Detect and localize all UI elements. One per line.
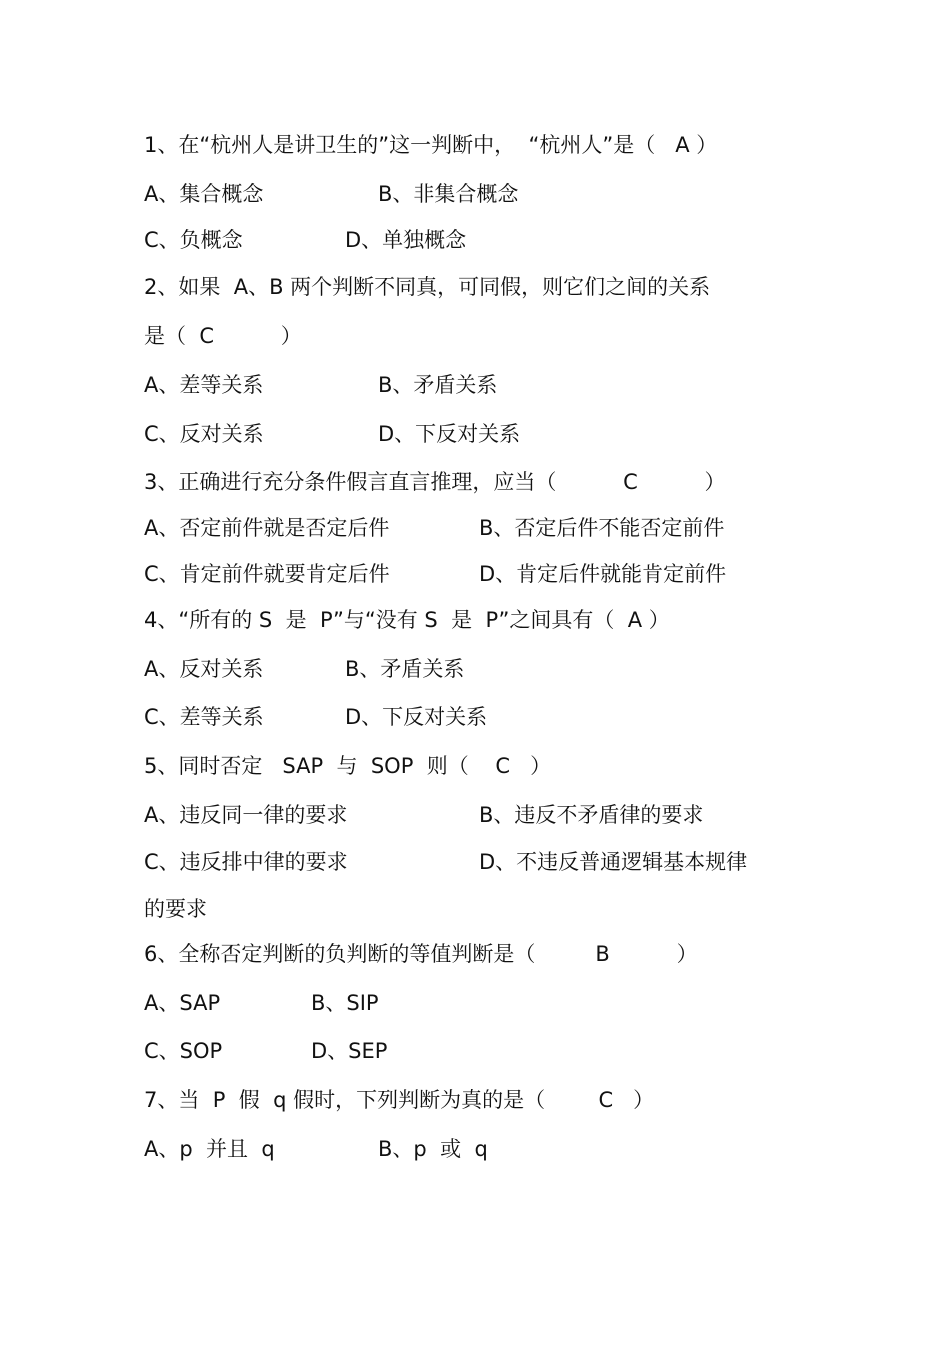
- question-4-stem: 4、“所有的 S 是 P”与“没有 S 是 P”之间具有（ A ）: [144, 608, 670, 632]
- question-2-stem-continued: 是（ C ）: [144, 324, 302, 348]
- question-5-stem: 5、同时否定 SAP 与 SOP 则（ C ）: [144, 754, 552, 778]
- question-3-option-b: B、否定后件不能否定前件: [479, 516, 725, 540]
- question-5-option-c: C、违反排中律的要求: [144, 850, 348, 874]
- question-1-option-a: A、集合概念: [144, 182, 264, 206]
- question-6-option-b: B、SIP: [311, 991, 379, 1015]
- question-3-option-c: C、肯定前件就要肯定后件: [144, 562, 390, 586]
- question-7-option-b: B、p 或 q: [378, 1137, 488, 1161]
- question-7-option-a: A、p 并且 q: [144, 1137, 275, 1161]
- question-3-option-a: A、否定前件就是否定后件: [144, 516, 390, 540]
- question-1-stem: 1、在“杭州人是讲卫生的”这一判断中， “杭州人”是（ A ）: [144, 133, 718, 157]
- question-2-option-d: D、下反对关系: [378, 422, 521, 446]
- question-2-option-b: B、矛盾关系: [378, 373, 498, 397]
- question-3-stem: 3、正确进行充分条件假言直言推理，应当（ C ）: [144, 470, 726, 494]
- question-4-option-d: D、下反对关系: [345, 705, 488, 729]
- question-1-option-b: B、非集合概念: [378, 182, 519, 206]
- question-5-option-a: A、违反同一律的要求: [144, 803, 348, 827]
- question-1-option-d: D、单独概念: [345, 228, 467, 252]
- question-6-option-c: C、SOP: [144, 1039, 223, 1063]
- question-6-option-a: A、SAP: [144, 991, 221, 1015]
- question-4-option-b: B、矛盾关系: [345, 657, 465, 681]
- question-3-option-d: D、肯定后件就能肯定前件: [479, 562, 727, 586]
- question-2-option-a: A、差等关系: [144, 373, 264, 397]
- question-1-option-c: C、负概念: [144, 228, 243, 252]
- question-7-stem: 7、当 P 假 q 假时，下列判断为真的是（ C ）: [144, 1088, 655, 1112]
- question-6-stem: 6、全称否定判断的负判断的等值判断是（ B ）: [144, 942, 698, 966]
- question-5-option-d-continued: 的要求: [144, 897, 207, 921]
- question-5-option-b: B、违反不矛盾律的要求: [479, 803, 704, 827]
- question-2-stem: 2、如果 A、B 两个判断不同真，可同假，则它们之间的关系: [144, 275, 711, 299]
- question-4-option-c: C、差等关系: [144, 705, 264, 729]
- question-6-option-d: D、SEP: [311, 1039, 388, 1063]
- question-2-option-c: C、反对关系: [144, 422, 264, 446]
- question-5-option-d: D、不违反普通逻辑基本规律: [479, 850, 748, 874]
- question-4-option-a: A、反对关系: [144, 657, 264, 681]
